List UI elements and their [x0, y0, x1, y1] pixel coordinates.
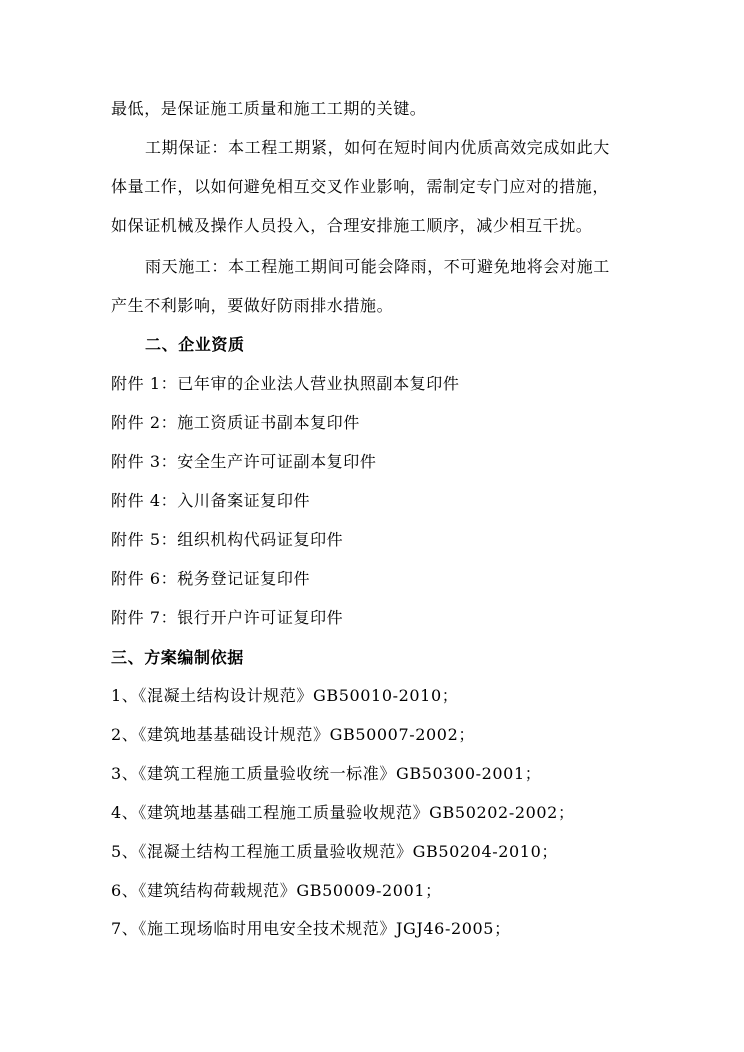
standard-item: 1、《混凝土结构设计规范》GB50010-2010； [111, 686, 459, 705]
section-heading: 三、方案编制依据 [111, 648, 244, 667]
standard-item: 3、《建筑工程施工质量验收统一标准》GB50300-2001； [111, 764, 542, 783]
attachment-item: 附件 2：施工资质证书副本复印件 [111, 413, 360, 432]
rain-paragraph-line: 产生不利影响，要做好防雨排水措施。 [111, 296, 394, 315]
rain-paragraph-line: 雨天施工：本工程施工期间可能会降雨，不可避免地将会对施工 [145, 257, 610, 276]
schedule-paragraph-line: 如保证机械及操作人员投入，合理安排施工顺序，减少相互干扰。 [111, 216, 593, 235]
paragraph-line: 最低，是保证施工质量和施工工期的关键。 [111, 99, 427, 118]
standard-item: 4、《建筑地基基础工程施工质量验收规范》GB50202-2002； [111, 803, 575, 822]
attachment-item: 附件 4：入川备案证复印件 [111, 491, 311, 510]
standard-item: 5、《混凝土结构工程施工质量验收规范》GB50204-2010； [111, 842, 558, 861]
standard-item: 6、《建筑结构荷载规范》GB50009-2001； [111, 881, 442, 900]
attachment-item: 附件 7：银行开户许可证复印件 [111, 608, 344, 627]
attachment-item: 附件 5：组织机构代码证复印件 [111, 530, 344, 549]
attachment-item: 附件 6：税务登记证复印件 [111, 569, 311, 588]
section-heading: 二、企业资质 [145, 335, 245, 354]
schedule-paragraph-line: 体量工作，以如何避免相互交叉作业影响，需制定专门应对的措施， [111, 177, 610, 196]
standard-item: 7、《施工现场临时用电安全技术规范》JGJ46-2005； [111, 919, 511, 938]
schedule-paragraph-line: 工期保证：本工程工期紧，如何在短时间内优质高效完成如此大 [145, 138, 610, 157]
attachment-item: 附件 1：已年审的企业法人营业执照副本复印件 [111, 374, 460, 393]
standard-item: 2、《建筑地基基础设计规范》GB50007-2002； [111, 725, 475, 744]
attachment-item: 附件 3：安全生产许可证副本复印件 [111, 452, 377, 471]
